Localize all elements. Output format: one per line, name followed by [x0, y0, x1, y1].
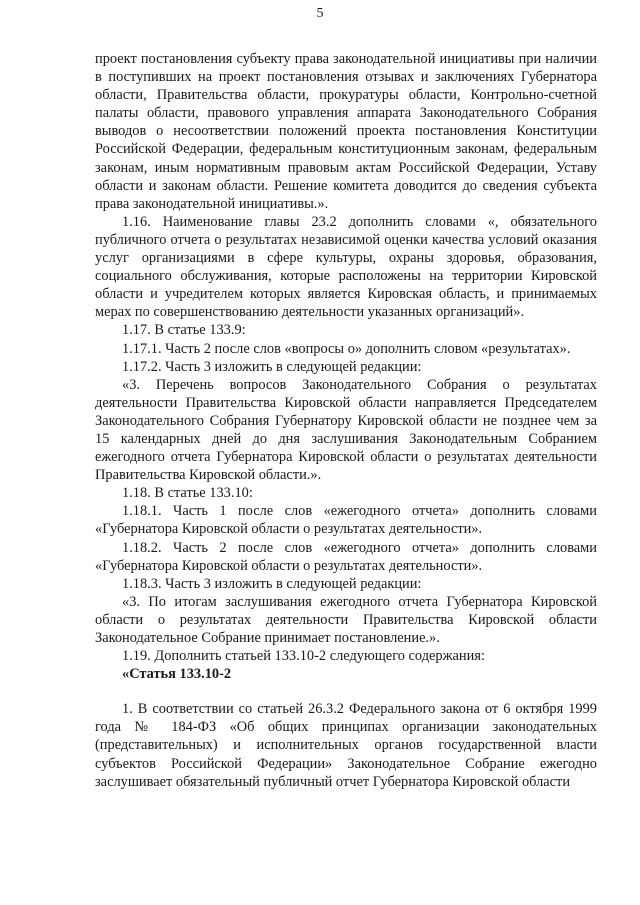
article-heading: «Статья 133.10-2 [122, 666, 232, 683]
paragraph-1-18-3: 1.18.3. Часть 3 изложить в следующей редакции: [122, 575, 422, 592]
document-body [95, 50, 597, 791]
paragraph-1-17: 1.17. В статье 133.9: [122, 322, 246, 339]
paragraph-1-17-2: 1.17.2. Часть 3 изложить в следующей редакции: [122, 358, 422, 375]
article-paragraph-1: 1. В соответствии со статьей 26.3.2 Федерального закона от 6 октября 1999 года № 184-ФЗ «Об общих принципах организации законодательных (представительных) и исполнительных органов государственной власти субъектов Российской Федерации» Законодательное Собрание ежегодно заслушивает обязательный публичный отчет Губернатора Кировской области [95, 701, 597, 790]
paragraph-quote-3: «3. Перечень вопросов Законодательного Собрания о результатах деятельности Правительства Кировской области направляется Председателем Законодательного Собрания Губернатору Кировской области не позднее чем за 15 календарных дней до дня заслушивания Законодательным Собранием ежегодного отчета Губернатора Кировской области о результатах деятельности Правительства Кировской области.». [95, 376, 597, 484]
paragraph-1-17-1: 1.17.1. Часть 2 после слов «вопросы о» дополнить словом «результатах». [122, 340, 571, 357]
paragraph-1-16: 1.16. Наименование главы 23.2 дополнить словами «, обязательного публичного отчета о результатах независимой оценки качества условий оказания услуг организациями в сфере культуры, охраны здоровья, образования, социального обслуживания, которые расположены на территории Кировской области и учредителем которых является Кировская область, и принимаемых мерах по совершенствованию деятельности указанных организаций». [95, 213, 597, 321]
paragraph-1-18-2: 1.18.2. Часть 2 после слов «ежегодного отчета» дополнить словами «Губернатора Кировской области о результатах деятельности». [95, 539, 597, 574]
page-number: 5 [316, 6, 324, 21]
paragraph-intro: проект постановления субъекту права законодательной инициативы при наличии в поступивших на проект постановления отзывах и заключениях Губернатора области, Правительства области, прокуратуры области, Контрольно-счетной палаты области, правового управления аппарата Законодательного Собрания выводов о несоответствии положений проекта постановления Конституции Российской Федерации, федеральным конституционным законам, федеральным законам, иным нормативным правовым актам Российской Федерации, Уставу области и законам области. Решение комитета доводится до сведения субъекта права законодательной инициативы.». [95, 51, 597, 212]
paragraph-1-18: 1.18. В статье 133.10: [122, 485, 253, 502]
paragraph-quote-3b: «3. По итогам заслушивания ежегодного отчета Губернатора Кировской области о результатах деятельности Правительства Кировской области Законодательное Собрание принимает постановление.». [95, 593, 597, 646]
paragraph-1-19: 1.19. Дополнить статьей 133.10-2 следующего содержания: [122, 648, 485, 665]
paragraph-1-18-1: 1.18.1. Часть 1 после слов «ежегодного отчета» дополнить словами «Губернатора Кировской области о результатах деятельности». [95, 503, 597, 538]
